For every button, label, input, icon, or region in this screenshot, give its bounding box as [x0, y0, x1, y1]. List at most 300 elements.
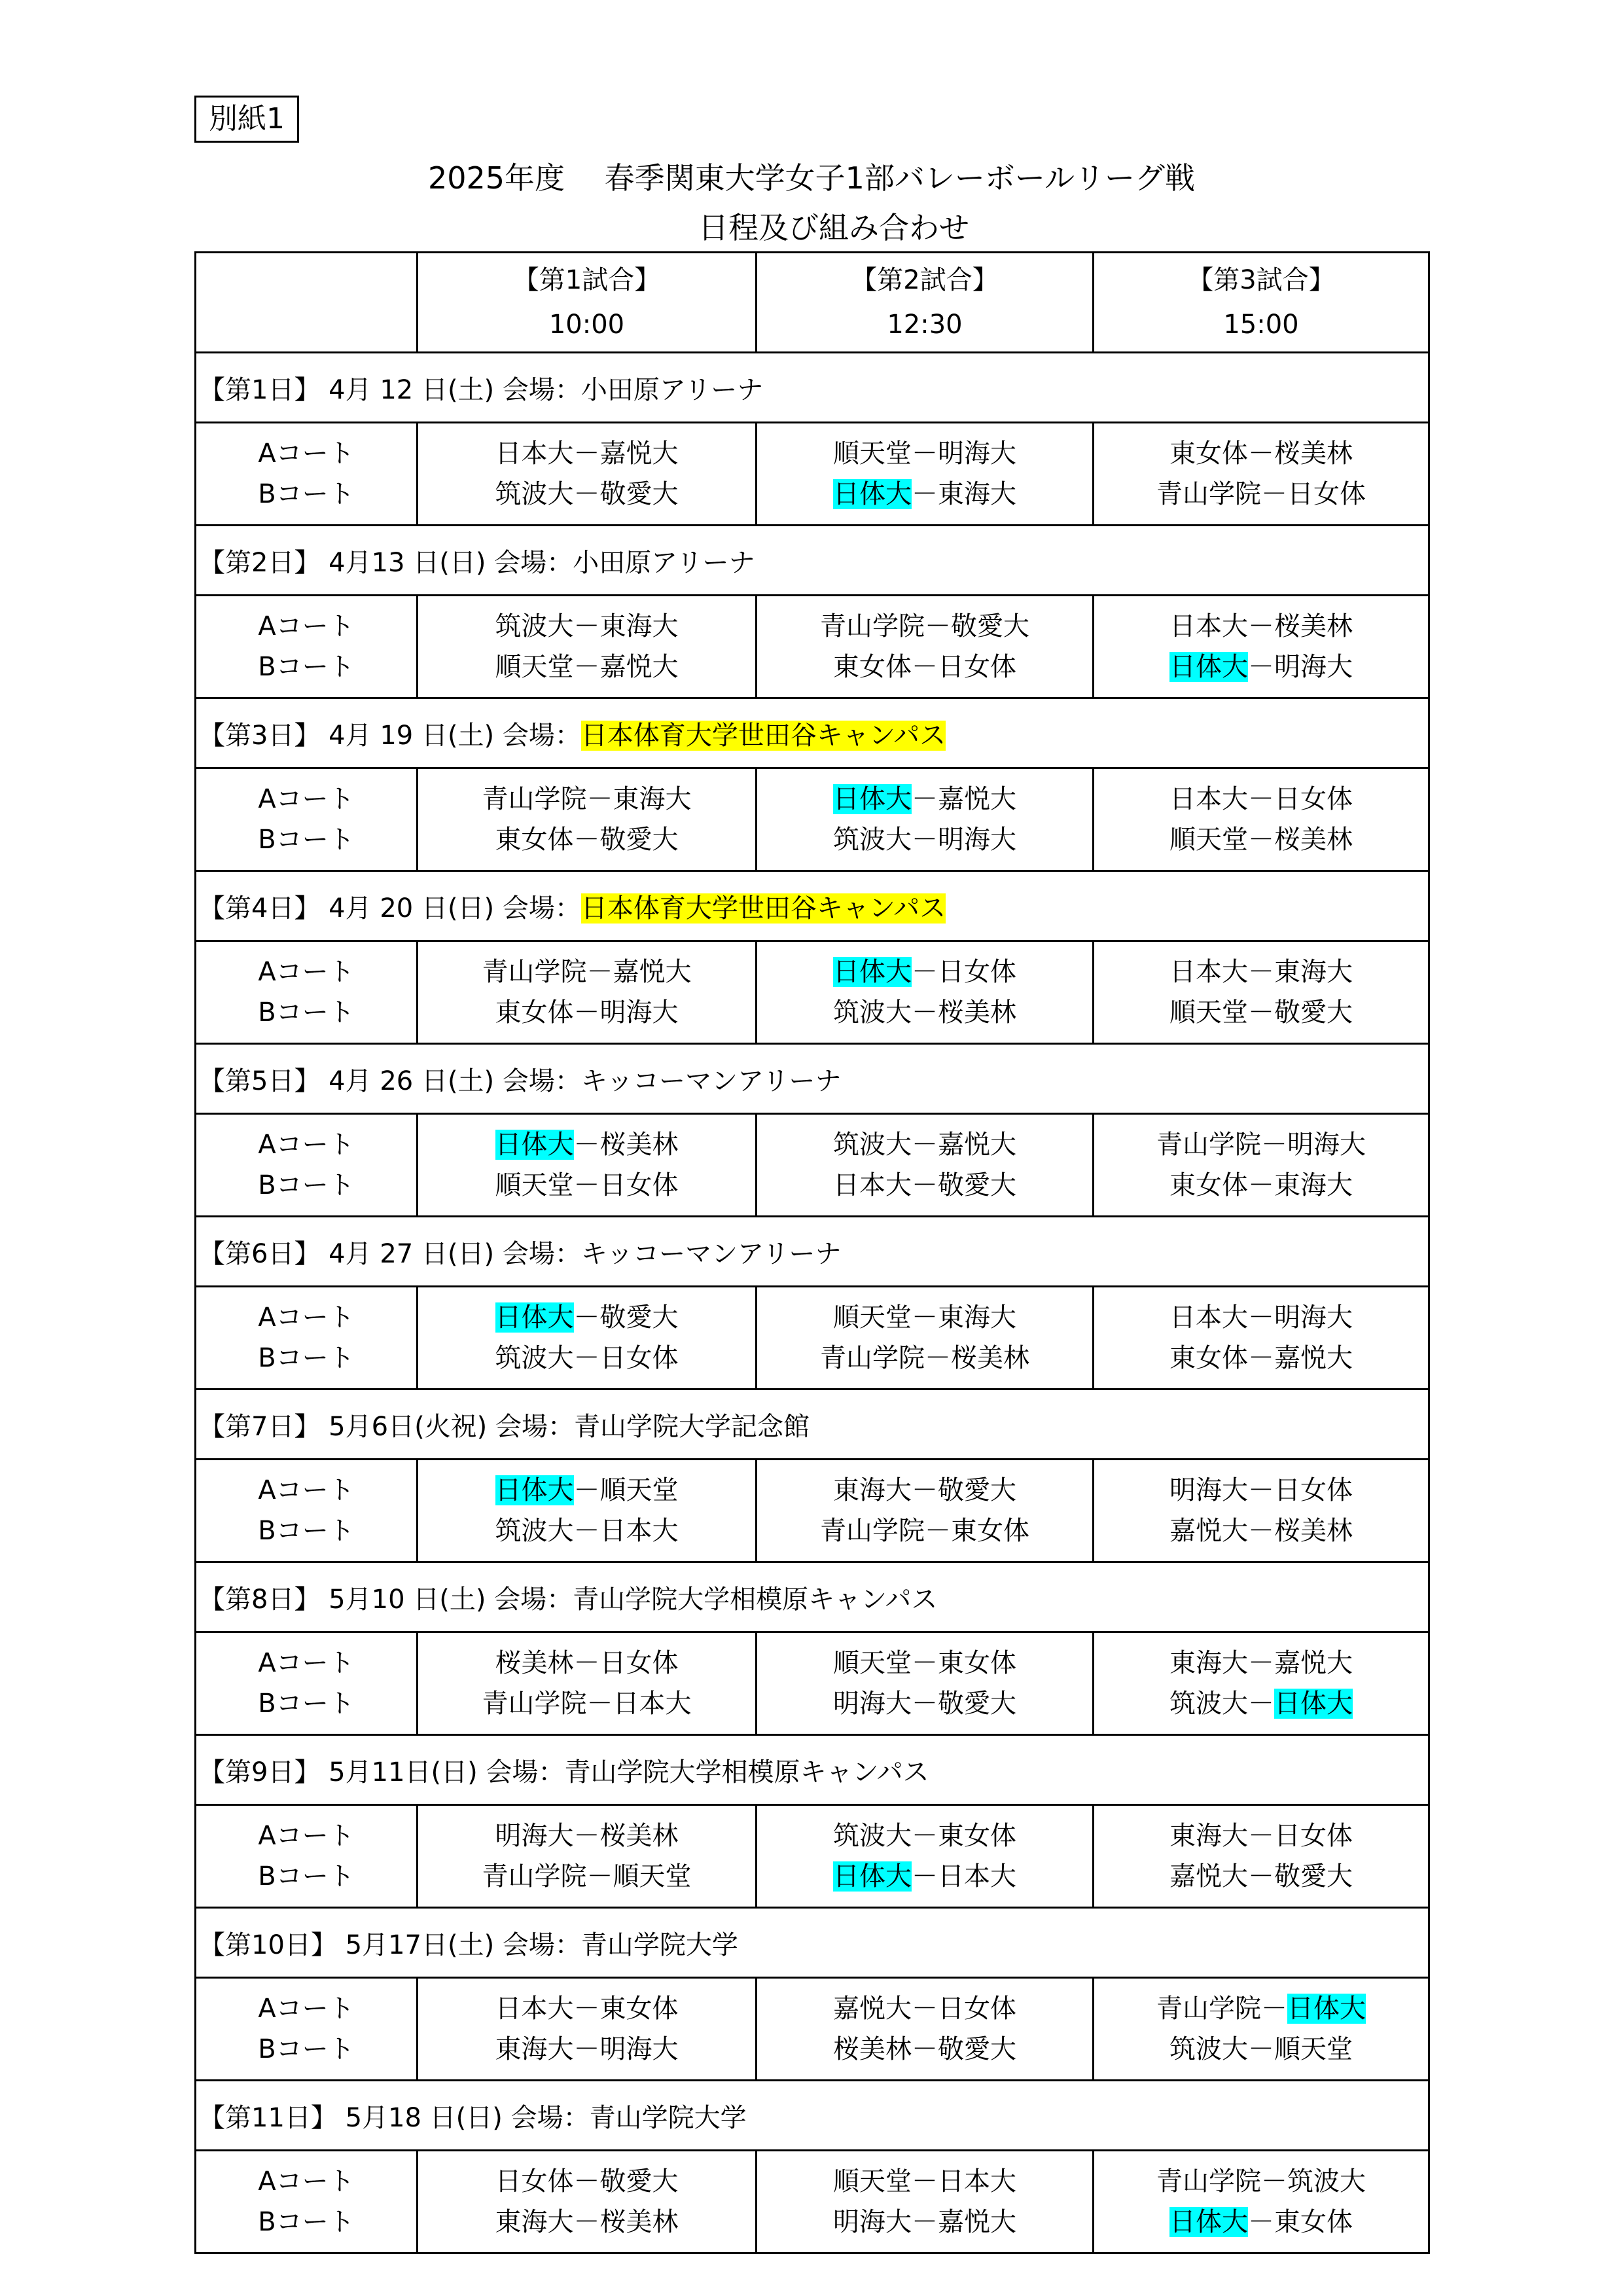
- matchup-a: [418, 606, 755, 647]
- team-name: 桜美林: [599, 1130, 679, 1160]
- team-name: 日女体: [599, 1343, 679, 1373]
- team-name: 嘉悦大: [1274, 1648, 1353, 1678]
- header-game-1-label: 【第1試合】: [512, 265, 661, 295]
- matchup-a: [1094, 1988, 1428, 2029]
- venue-name: 青山学院大学記念館: [574, 1411, 810, 1442]
- venue-prefix: 会場：: [502, 374, 581, 405]
- vs-separator: －: [573, 1170, 600, 1200]
- day-date: 5月11日(日): [320, 1757, 486, 1787]
- court-cell: [196, 941, 418, 1044]
- court-label: Bコート: [258, 2207, 355, 2237]
- matchup-a: [757, 1470, 1092, 1511]
- team-name: 明海大: [1169, 1475, 1248, 1505]
- team-name: 日本大: [495, 439, 574, 469]
- team-name: 青山学院: [1156, 1130, 1261, 1160]
- team-name: 順天堂: [833, 1302, 912, 1333]
- vs-separator: －: [573, 1821, 600, 1851]
- vs-separator: －: [1248, 997, 1274, 1028]
- matchup-a: [1094, 2161, 1428, 2202]
- venue-prefix: 会場：: [502, 893, 581, 924]
- team-name: 筑波大: [495, 1343, 574, 1373]
- matchup-b: [757, 647, 1092, 687]
- matchup-a: [757, 2161, 1092, 2202]
- game-cell-2: [757, 1460, 1094, 1562]
- game-cell-3: [1094, 1632, 1429, 1735]
- team-name: 日本大: [495, 1994, 574, 2024]
- matchup-b: [757, 819, 1092, 860]
- header-game-3-label: 【第3試合】: [1187, 265, 1335, 295]
- team-name: 筑波大: [1169, 2034, 1248, 2064]
- day-row-9: [196, 1735, 1429, 1805]
- vs-separator: －: [912, 1994, 938, 2024]
- matchup-a: [1094, 1470, 1428, 1511]
- game-cell-3: [1094, 1287, 1429, 1390]
- team-name: 青山学院: [820, 611, 925, 641]
- matchup-a: [1094, 606, 1428, 647]
- attachment-label: 別紙1: [194, 96, 299, 143]
- vs-separator: －: [573, 611, 600, 641]
- vs-separator: －: [1248, 439, 1274, 469]
- court-label: Bコート: [258, 1516, 355, 1546]
- team-name: 東女体: [495, 997, 574, 1028]
- vs-separator: －: [1248, 1343, 1274, 1373]
- day-date: 5月17日(土): [336, 1929, 503, 1960]
- venue-name: 青山学院大学: [580, 1929, 738, 1960]
- team-name: 東女体: [1274, 2207, 1353, 2237]
- matchup-a: [1094, 779, 1428, 819]
- team-name: 日本大: [1169, 784, 1248, 814]
- vs-separator: －: [1261, 1994, 1287, 2024]
- team-name: 敬愛大: [599, 825, 679, 855]
- court-label: Aコート: [258, 1994, 355, 2024]
- game-cell-3: [1094, 1460, 1429, 1562]
- matchup-b: [418, 1511, 755, 1551]
- court-label: Aコート: [258, 1648, 355, 1678]
- day-row-8: [196, 1562, 1429, 1632]
- team-name: 桜美林: [1274, 825, 1353, 855]
- team-name: 東海大: [1169, 1821, 1248, 1851]
- vs-separator: －: [573, 1516, 600, 1546]
- team-name: 青山学院: [1156, 479, 1261, 509]
- team-name: 日本大: [938, 2166, 1016, 2197]
- matchup-a: [418, 1124, 755, 1165]
- court-label: Bコート: [258, 825, 355, 855]
- court-label: Bコート: [258, 2034, 355, 2064]
- game-cell-1: [418, 2151, 757, 2253]
- day-cell: [196, 353, 1429, 423]
- team-name: 明海大: [938, 439, 1016, 469]
- game-cell-3: [1094, 1114, 1429, 1217]
- day-label: 【第4日】: [199, 893, 321, 924]
- game-cell-1: [418, 1978, 757, 2081]
- vs-separator: －: [912, 479, 938, 509]
- vs-separator: －: [573, 2034, 600, 2064]
- matchup-b: [418, 992, 755, 1033]
- venue-prefix: 会場：: [494, 1584, 573, 1615]
- vs-separator: －: [573, 2166, 600, 2197]
- day-row-2: [196, 526, 1429, 596]
- team-name: 日女体: [1274, 784, 1353, 814]
- venue-name: 小田原アリーナ: [580, 374, 764, 405]
- match-row-8: [196, 1632, 1429, 1735]
- team-name: 日体大: [495, 1130, 574, 1160]
- day-label: 【第8日】: [199, 1584, 321, 1615]
- day-date: 4月 12 日(土): [320, 374, 503, 405]
- team-name: 敬愛大: [938, 1475, 1016, 1505]
- matchup-b: [1094, 819, 1428, 860]
- matchup-a: [418, 1297, 755, 1338]
- team-name: 順天堂: [599, 1475, 679, 1505]
- header-corner-cell: [196, 253, 418, 353]
- game-cell-1: [418, 596, 757, 698]
- day-label: 【第9日】: [199, 1757, 321, 1787]
- day-cell: [196, 1908, 1429, 1978]
- court-label: Aコート: [258, 2166, 355, 2197]
- team-name: 青山学院: [1156, 2166, 1261, 2197]
- team-name: 桜美林: [1274, 1516, 1353, 1546]
- game-cell-3: [1094, 423, 1429, 526]
- court-label: Aコート: [258, 1821, 355, 1851]
- match-row-7: [196, 1460, 1429, 1562]
- matchup-b: [757, 2202, 1092, 2242]
- vs-separator: －: [573, 1302, 600, 1333]
- team-name: 筑波大: [1169, 1689, 1248, 1719]
- team-name: 敬愛大: [1274, 1861, 1353, 1892]
- vs-separator: －: [912, 997, 938, 1028]
- schedule-table: [194, 251, 1430, 2254]
- vs-separator: －: [912, 825, 938, 855]
- game-cell-1: [418, 423, 757, 526]
- team-name: 筑波大: [495, 479, 574, 509]
- team-name: 桜美林: [599, 1821, 679, 1851]
- team-name: 嘉悦大: [599, 439, 679, 469]
- matchup-a: [418, 1470, 755, 1511]
- team-name: 日体大: [495, 1302, 574, 1333]
- day-label: 【第5日】: [199, 1066, 321, 1096]
- team-name: 東海大: [613, 784, 692, 814]
- day-label: 【第6日】: [199, 1238, 321, 1269]
- venue-prefix: 会場：: [494, 547, 573, 578]
- vs-separator: －: [912, 2166, 938, 2197]
- vs-separator: －: [573, 2207, 600, 2237]
- venue-prefix: 会場：: [486, 1757, 565, 1787]
- vs-separator: －: [912, 1821, 938, 1851]
- vs-separator: －: [1248, 1516, 1274, 1546]
- team-name: 敬愛大: [599, 2166, 679, 2197]
- team-name: 敬愛大: [599, 1302, 679, 1333]
- vs-separator: －: [912, 1302, 938, 1333]
- vs-separator: －: [912, 1130, 938, 1160]
- team-name: 嘉悦大: [1169, 1516, 1248, 1546]
- day-label: 【第1日】: [199, 374, 321, 405]
- team-name: 日女体: [1274, 1475, 1353, 1505]
- court-label: Aコート: [258, 439, 355, 469]
- game-cell-1: [418, 768, 757, 871]
- team-name: 嘉悦大: [1169, 1861, 1248, 1892]
- team-name: 敬愛大: [938, 2034, 1016, 2064]
- matchup-b: [1094, 1683, 1428, 1724]
- day-cell: [196, 698, 1429, 768]
- matchup-a: [1094, 1124, 1428, 1165]
- day-date: 5月10 日(土): [320, 1584, 495, 1615]
- vs-separator: －: [1248, 1861, 1274, 1892]
- vs-separator: －: [573, 1648, 600, 1678]
- matchup-a: [757, 1643, 1092, 1683]
- matchup-b: [757, 992, 1092, 1033]
- matchup-b: [757, 1511, 1092, 1551]
- game-cell-2: [757, 941, 1094, 1044]
- vs-separator: －: [1261, 479, 1287, 509]
- matchup-b: [757, 1338, 1092, 1378]
- match-row-5: [196, 1114, 1429, 1217]
- vs-separator: －: [912, 1475, 938, 1505]
- matchup-b: [1094, 1511, 1428, 1551]
- vs-separator: －: [573, 652, 600, 682]
- game-cell-1: [418, 1460, 757, 1562]
- matchup-b: [757, 474, 1092, 514]
- team-name: 青山学院: [482, 1689, 587, 1719]
- day-cell: [196, 1562, 1429, 1632]
- matchup-a: [1094, 1297, 1428, 1338]
- team-name: 筑波大: [495, 1516, 574, 1546]
- team-name: 日本大: [938, 1861, 1016, 1892]
- team-name: 日体大: [833, 957, 912, 987]
- team-name: 明海大: [599, 2034, 679, 2064]
- day-cell: [196, 1735, 1429, 1805]
- team-name: 日体大: [1274, 1689, 1353, 1719]
- vs-separator: －: [586, 957, 613, 987]
- venue-prefix: 会場：: [510, 2102, 590, 2133]
- venue-prefix: 会場：: [502, 1929, 581, 1960]
- team-name: 日女体: [1287, 479, 1366, 509]
- game-cell-1: [418, 1114, 757, 1217]
- vs-separator: －: [1248, 652, 1274, 682]
- team-name: 明海大: [1274, 1302, 1353, 1333]
- game-cell-1: [418, 1632, 757, 1735]
- matchup-b: [757, 2029, 1092, 2070]
- court-cell: [196, 1114, 418, 1217]
- matchup-a: [418, 1643, 755, 1683]
- team-name: 順天堂: [833, 1648, 912, 1678]
- vs-separator: －: [1248, 2034, 1274, 2064]
- vs-separator: －: [912, 1689, 938, 1719]
- vs-separator: －: [925, 611, 951, 641]
- court-cell: [196, 423, 418, 526]
- vs-separator: －: [912, 784, 938, 814]
- matchup-b: [1094, 1338, 1428, 1378]
- vs-separator: －: [912, 1170, 938, 1200]
- venue-prefix: 会場：: [495, 1411, 574, 1442]
- matchup-b: [1094, 647, 1428, 687]
- team-name: 敬愛大: [599, 479, 679, 509]
- day-date: 4月 20 日(日): [320, 893, 503, 924]
- team-name: 東女体: [1169, 1170, 1248, 1200]
- team-name: 明海大: [833, 1689, 912, 1719]
- team-name: 東女体: [1169, 1343, 1248, 1373]
- matchup-b: [418, 1338, 755, 1378]
- venue-prefix: 会場：: [502, 720, 581, 751]
- vs-separator: －: [1248, 1648, 1274, 1678]
- day-cell: [196, 871, 1429, 941]
- team-name: 日女体: [1274, 1821, 1353, 1851]
- game-cell-3: [1094, 768, 1429, 871]
- court-label: Aコート: [258, 957, 355, 987]
- match-row-6: [196, 1287, 1429, 1390]
- team-name: 日本大: [833, 1170, 912, 1200]
- vs-separator: －: [1248, 1689, 1274, 1719]
- team-name: 明海大: [1287, 1130, 1366, 1160]
- day-label: 【第7日】: [199, 1411, 321, 1442]
- team-name: 桜美林: [833, 2034, 912, 2064]
- team-name: 東海大: [938, 1302, 1016, 1333]
- document-subtitle: 日程及び組み合わせ: [698, 210, 969, 245]
- team-name: 東女体: [833, 652, 912, 682]
- header-game-2: [757, 253, 1094, 353]
- team-name: 東女体: [951, 1516, 1029, 1546]
- day-date: 5月6日(火祝): [320, 1411, 495, 1442]
- team-name: 東海大: [1274, 1170, 1353, 1200]
- matchup-b: [1094, 2202, 1428, 2242]
- team-name: 東海大: [495, 2034, 574, 2064]
- team-name: 東女体: [495, 825, 574, 855]
- matchup-a: [757, 779, 1092, 819]
- team-name: 日体大: [833, 784, 912, 814]
- game-cell-3: [1094, 1978, 1429, 2081]
- team-name: 桜美林: [938, 997, 1016, 1028]
- game-cell-2: [757, 423, 1094, 526]
- day-cell: [196, 526, 1429, 596]
- matchup-a: [1094, 1643, 1428, 1683]
- header-game-1: [418, 253, 757, 353]
- vs-separator: －: [573, 1994, 600, 2024]
- day-row-5: [196, 1044, 1429, 1114]
- matchup-a: [1094, 952, 1428, 992]
- matchup-b: [418, 1165, 755, 1206]
- team-name: 東女体: [1169, 439, 1248, 469]
- matchup-a: [757, 606, 1092, 647]
- court-label: Bコート: [258, 997, 355, 1028]
- vs-separator: －: [912, 1861, 938, 1892]
- team-name: 日体大: [833, 1861, 912, 1892]
- matchup-b: [757, 1165, 1092, 1206]
- team-name: 東海大: [495, 2207, 574, 2237]
- day-cell: [196, 1217, 1429, 1287]
- team-name: 順天堂: [1274, 2034, 1353, 2064]
- vs-separator: －: [1248, 1475, 1274, 1505]
- vs-separator: －: [573, 1130, 600, 1160]
- matchup-b: [1094, 992, 1428, 1033]
- court-label: Bコート: [258, 1343, 355, 1373]
- team-name: 筑波大: [495, 611, 574, 641]
- game-cell-3: [1094, 941, 1429, 1044]
- vs-separator: －: [912, 2207, 938, 2237]
- header-row: [196, 253, 1429, 353]
- team-name: 筑波大: [833, 825, 912, 855]
- team-name: 日女体: [938, 957, 1016, 987]
- team-name: 嘉悦大: [938, 784, 1016, 814]
- team-name: 嘉悦大: [833, 1994, 912, 2024]
- team-name: 日本大: [599, 1516, 679, 1546]
- team-name: 日体大: [833, 479, 912, 509]
- matchup-a: [418, 433, 755, 474]
- game-cell-2: [757, 2151, 1094, 2253]
- day-row-1: [196, 353, 1429, 423]
- matchup-b: [418, 647, 755, 687]
- vs-separator: －: [1248, 825, 1274, 855]
- vs-separator: －: [1261, 1130, 1287, 1160]
- day-row-4: [196, 871, 1429, 941]
- matchup-b: [418, 1683, 755, 1724]
- header-game-2-time: 12:30: [887, 310, 963, 340]
- team-name: 敬愛大: [938, 1170, 1016, 1200]
- vs-separator: －: [1261, 2166, 1287, 2197]
- team-name: 敬愛大: [1274, 997, 1353, 1028]
- game-cell-3: [1094, 1805, 1429, 1908]
- day-label: 【第10日】: [199, 1929, 337, 1960]
- court-label: Aコート: [258, 1302, 355, 1333]
- court-label: Bコート: [258, 1861, 355, 1892]
- court-cell: [196, 768, 418, 871]
- game-cell-2: [757, 1978, 1094, 2081]
- game-cell-2: [757, 1114, 1094, 1217]
- team-name: 東海大: [1274, 957, 1353, 987]
- document-title: 2025年度 春季関東大学女子1部バレーボールリーグ戦: [427, 160, 1196, 196]
- team-name: 東海大: [599, 611, 679, 641]
- court-cell: [196, 1287, 418, 1390]
- vs-separator: －: [573, 479, 600, 509]
- venue-name: 青山学院大学相模原キャンパス: [564, 1757, 929, 1787]
- venue-name: 小田原アリーナ: [573, 547, 755, 578]
- day-date: 4月13 日(日): [320, 547, 495, 578]
- vs-separator: －: [912, 2034, 938, 2064]
- team-name: 青山学院: [820, 1516, 925, 1546]
- court-cell: [196, 1632, 418, 1735]
- match-row-2: [196, 596, 1429, 698]
- vs-separator: －: [586, 784, 613, 814]
- team-name: 順天堂: [1169, 825, 1248, 855]
- matchup-b: [418, 2029, 755, 2070]
- team-name: 東女体: [938, 1821, 1016, 1851]
- game-cell-2: [757, 1287, 1094, 1390]
- vs-separator: －: [586, 1861, 613, 1892]
- game-cell-2: [757, 768, 1094, 871]
- vs-separator: －: [1248, 2207, 1274, 2237]
- team-name: 筑波大: [1287, 2166, 1366, 2197]
- vs-separator: －: [912, 439, 938, 469]
- team-name: 桜美林: [951, 1343, 1029, 1373]
- matchup-a: [757, 1124, 1092, 1165]
- vs-separator: －: [912, 652, 938, 682]
- team-name: 筑波大: [833, 1821, 912, 1851]
- team-name: 桜美林: [495, 1648, 574, 1678]
- game-cell-2: [757, 1632, 1094, 1735]
- court-cell: [196, 596, 418, 698]
- vs-separator: －: [912, 1648, 938, 1678]
- matchup-a: [757, 1988, 1092, 2029]
- day-row-7: [196, 1390, 1429, 1460]
- venue-prefix: 会場：: [502, 1238, 581, 1269]
- vs-separator: －: [573, 997, 600, 1028]
- team-name: 東海大: [1169, 1648, 1248, 1678]
- court-label: Aコート: [258, 611, 355, 641]
- game-cell-2: [757, 596, 1094, 698]
- vs-separator: －: [925, 1516, 951, 1546]
- vs-separator: －: [573, 439, 600, 469]
- matchup-b: [1094, 1856, 1428, 1897]
- matchup-a: [418, 952, 755, 992]
- vs-separator: －: [573, 1475, 600, 1505]
- matchup-b: [1094, 1165, 1428, 1206]
